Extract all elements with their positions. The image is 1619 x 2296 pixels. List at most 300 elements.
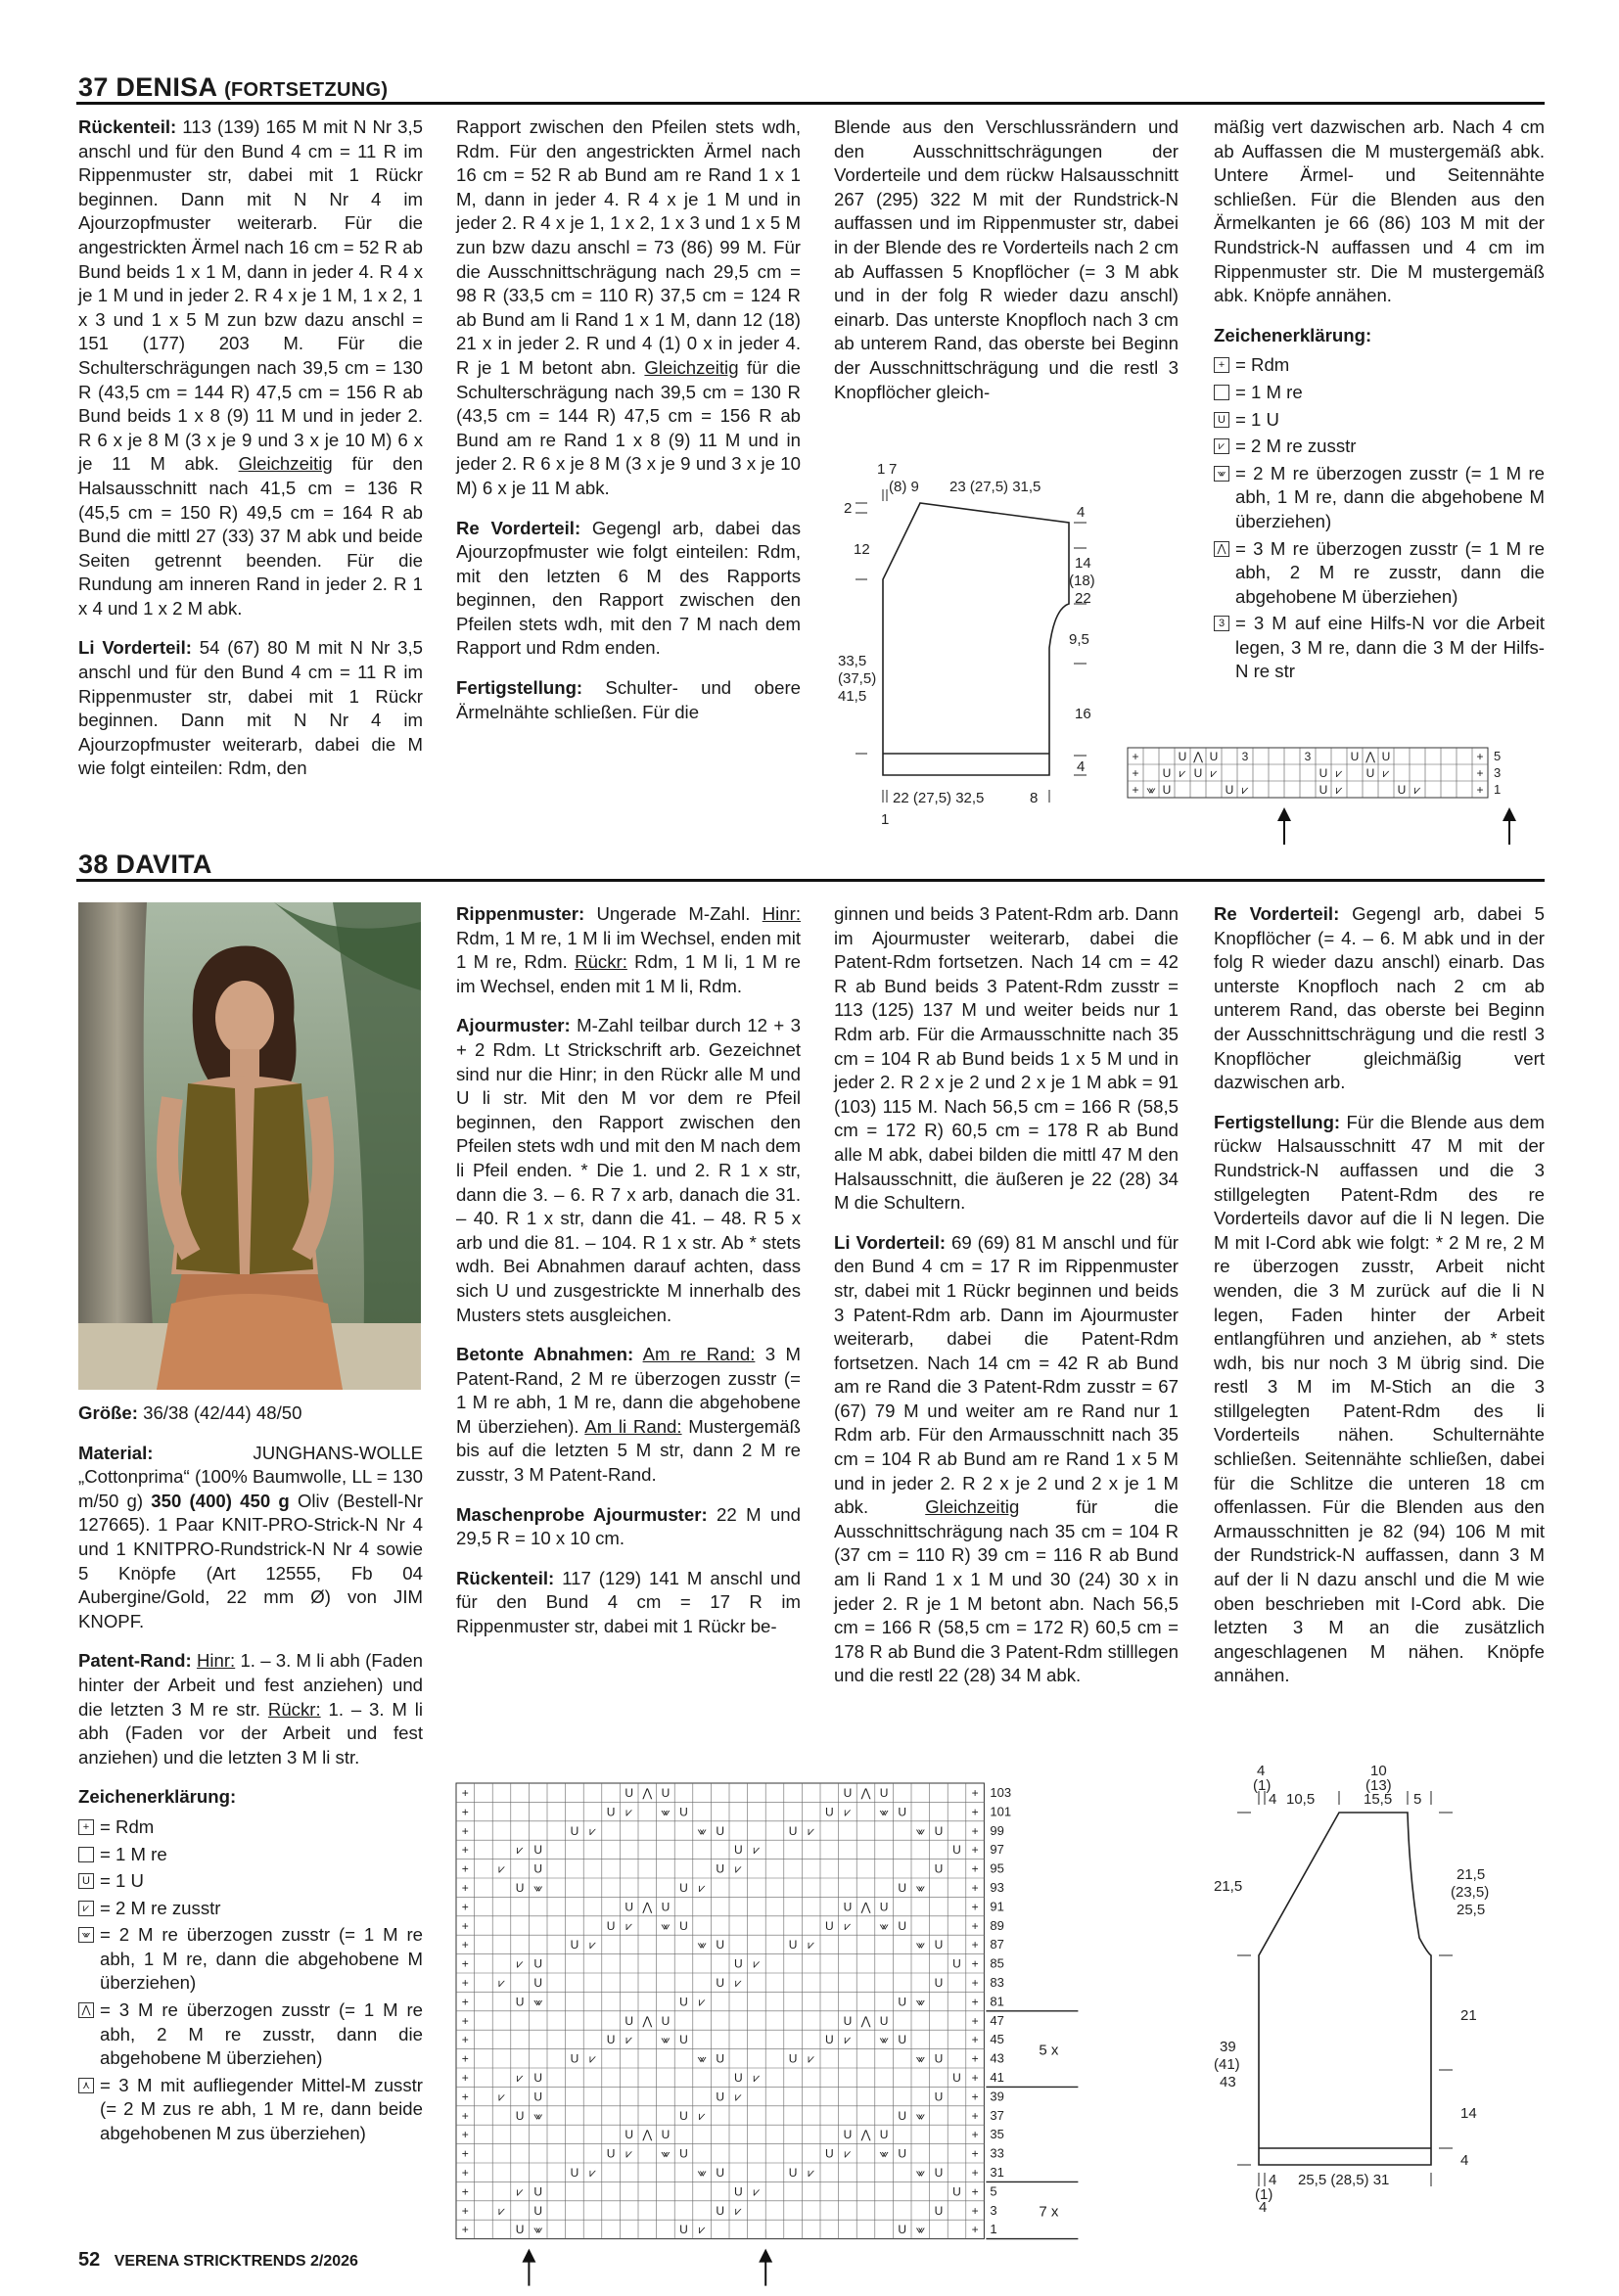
chart-row-label: 47: [990, 2012, 1004, 2028]
schematic-label: (1): [1253, 1777, 1272, 1794]
chart-symbol: ⩗: [698, 2223, 706, 2237]
chart-symbol: +: [971, 1938, 979, 1952]
legend-text: = 1 U: [1235, 408, 1279, 430]
chart-symbol: U: [898, 2223, 907, 2237]
magazine-title: VERENA STRICKTRENDS 2/2026: [114, 2253, 358, 2270]
schematic-label: 8: [1030, 790, 1039, 806]
chart-symbol: ⩖: [532, 1995, 543, 2009]
schematic-label: 33,5: [838, 653, 867, 669]
chart-symbol: U: [624, 2013, 634, 2028]
chart-symbol: U: [1397, 783, 1407, 797]
chart-symbol: U: [733, 1956, 743, 1971]
chart-symbol: U: [788, 2166, 798, 2180]
chart-symbol: ⩗: [734, 2089, 742, 2104]
arrow-head-icon: [759, 2249, 772, 2263]
schematic-label: 23 (27,5) 31,5: [949, 479, 1041, 495]
section-37-chart: [1128, 746, 1558, 851]
chart-symbol: U: [570, 1938, 579, 1952]
chart-symbol: ⩗: [753, 1956, 761, 1971]
chart-symbol: ⩗: [498, 2203, 505, 2218]
chart-symbol: +: [461, 1881, 469, 1895]
chart-symbol: ⋀: [642, 2128, 653, 2142]
chart-symbol: U: [1162, 783, 1172, 797]
legend-text: = 1 U: [100, 1870, 144, 1892]
schematic-label: 22 (27,5) 32,5: [893, 790, 985, 806]
chart-symbol: ⩗: [589, 2051, 596, 2066]
chart-symbol: U: [533, 2184, 543, 2199]
chart-symbol: +: [1476, 766, 1484, 780]
chart-symbol: +: [461, 2223, 469, 2237]
plus-icon: +: [78, 1819, 94, 1835]
section-37-legend-title: Zeichenerklärung:: [1214, 324, 1372, 345]
schematic-label: 22: [1075, 590, 1091, 607]
chart-symbol: U: [533, 2089, 543, 2104]
chart-symbol: U: [533, 2203, 543, 2218]
chart-symbol: U: [624, 1786, 634, 1800]
arrow-head-icon: [522, 2249, 535, 2263]
chart-row-label: 1: [990, 2222, 997, 2237]
chart-symbol: ⋀: [860, 2128, 871, 2142]
chart-symbol: +: [461, 1861, 469, 1876]
chart-symbol: U: [533, 1861, 543, 1876]
chart-row-label: 89: [990, 1917, 1004, 1933]
chart-symbol: ⩗: [625, 2033, 633, 2047]
chart-symbol: ⩖: [697, 1938, 707, 1952]
page-footer: [78, 2249, 358, 2272]
chart-symbol: ⩗: [808, 1938, 815, 1952]
chart-symbol: U: [624, 1900, 634, 1914]
schematic-label: 4: [1460, 2152, 1469, 2169]
chart-symbol: U: [716, 2166, 725, 2180]
sk2p-icon: ⋀: [1214, 541, 1229, 557]
chart-symbol: ⩖: [697, 2166, 707, 2180]
chart-symbol: U: [898, 1995, 907, 2009]
chart-symbol: U: [1365, 766, 1375, 780]
schematic-label: 4: [1269, 2172, 1277, 2188]
repeat-7x-label: 7 x: [1039, 2203, 1059, 2221]
chart-symbol: U: [843, 1900, 853, 1914]
chart-symbol: +: [971, 2184, 979, 2199]
legend-item: [78, 1998, 423, 2071]
legend-item: [78, 2074, 423, 2146]
section-37-legend: [1214, 353, 1545, 684]
chart-symbol: ⩖: [915, 2166, 926, 2180]
chart-symbol: ⩗: [753, 1843, 761, 1858]
section-37-column-3: Blende aus den Verschlussrändern und den Ausschnittschrägungen der Vorderteile und dem rückw Halsausschnitt 267 (295) 322 M mit der Rundstrick-N auffassen und im Rippenmuster str, dabei in der Blende des re Vorderteils nach 2 cm ab Auffassen 5 Knopflöcher (= 3 M abk und in der folg R wieder dazu anschl) einarb. Das unterste Knopfloch nach 3 cm ab unterem Rand, das oberste bei Beginn der Ausschnittschrägung und die restl 3 Knopflöcher gleich-: [834, 116, 1179, 402]
chart-symbol: +: [971, 1881, 979, 1895]
chart-symbol: +: [461, 2128, 469, 2142]
central-dd-icon: ⋏: [78, 2078, 94, 2093]
chart-symbol: U: [824, 1918, 834, 1933]
chart-symbol: U: [515, 1881, 525, 1895]
chart-symbol: +: [971, 1786, 979, 1800]
chart-symbol: U: [716, 2089, 725, 2104]
chart-symbol: ⩖: [915, 2223, 926, 2237]
section-38-column-2: Rippenmuster: Ungerade M-Zahl. Hinr: Rdm, 1 M re, 1 M li im Wechsel, enden mit 1 M re, Rdm. Rückr: Rdm, 1 M li, 1 M re im Wechsel, enden mit 1 M li, Rdm. Ajourmuster: M-Zahl teilbar durch 12 + 3 + 2 Rdm. Lt Strickschrift arb. Gezeichnet sind nur die Hinr; in den Rückr alle M und U li str. Mit den M vor dem re Pfeil beginnen, den Rapport zwischen den Pfeilen stets wdh und mit den M nach dem li Pfeil enden. * Die 1. und 2. R 1 x str, dann die 3. – 6. R 7 x arb, danach die 31. – 40. R 1 x str, dann die 41. – 48. R 5 x arb und die 81. – 104. R 1 x str. Ab * stets wdh. Bei Abnahmen darauf achten, dass sich U und zusgestrickte M innerhalb des Musters stets ausgleichen. Betonte Abnahmen: Am re Rand: 3 M Patent-Rand, 2 M re überzogen zusstr (= 1 M re abh, 1 M re, dann die abgehobene M überziehen). Am li Rand: Mustergemäß bis auf die letzten 5 M str, dann 2 M re zusstr, 3 M Patent-Rand. Maschenprobe Ajourmuster: 22 M und 29,5 R = 10 x 10 cm. Rückenteil: 117 (129) 141 M anschl und für den Bund 4 cm = 17 R im Rippenmuster str, dabei mit 1 Rückr be-: [456, 903, 802, 1637]
repeat-5x-label: 5 x: [1039, 2042, 1059, 2059]
section-38-legend-title: Zeichenerklärung:: [78, 1786, 237, 1808]
chart-symbol: ⩗: [1210, 766, 1218, 780]
chart-symbol: ⩖: [661, 2033, 671, 2047]
chart-symbol: U: [898, 1881, 907, 1895]
chart-symbol: ⩖: [697, 1823, 707, 1838]
chart-row-label: 103: [990, 1785, 1012, 1800]
chart-symbol: U: [716, 1938, 725, 1952]
schematic-label: 10,5: [1286, 1791, 1316, 1808]
chart-row-label: 31: [990, 2165, 1004, 2180]
chart-symbol: +: [971, 2146, 979, 2161]
legend-text: = 2 M re zusstr: [100, 1897, 221, 1918]
chart-symbol: ⩖: [532, 1881, 543, 1895]
schematic-label: (18): [1069, 573, 1095, 589]
chart-row-label: 87: [990, 1937, 1004, 1952]
schematic-label: 21,5: [1214, 1878, 1243, 1895]
schematic-label: 14: [1075, 555, 1091, 572]
chart-symbol: U: [570, 1823, 579, 1838]
chart-symbol: +: [971, 1995, 979, 2009]
legend-item: [1214, 435, 1545, 459]
chart-symbol: U: [606, 1918, 616, 1933]
chart-symbol: +: [1476, 783, 1484, 797]
chart-symbol: +: [971, 2223, 979, 2237]
chart-row-label: 3: [1494, 765, 1502, 780]
chart-symbol: ⩗: [734, 2203, 742, 2218]
legend-text: = 3 M mit aufliegender Mittel-M zusstr (= 2 M zus re abh, 1 M re, dann beide abgehobenen M zus überziehen): [100, 2074, 423, 2144]
schematic-label: 1: [877, 461, 886, 478]
chart-symbol: U: [515, 2108, 525, 2123]
chart-symbol: ⩗: [1335, 783, 1343, 797]
chart-symbol: ⋀: [1365, 750, 1375, 763]
section-38-rule: [76, 879, 1545, 882]
section-38-chart: [456, 1779, 1102, 2288]
schematic-label: 10: [1370, 1763, 1387, 1779]
chart-row-label: 33: [990, 2145, 1004, 2161]
chart-symbol: +: [971, 2128, 979, 2142]
chart-symbol: U: [733, 2071, 743, 2085]
chart-symbol: ⩗: [808, 2166, 815, 2180]
chart-row-label: 37: [990, 2107, 1004, 2123]
chart-symbol: ⩖: [915, 1938, 926, 1952]
chart-symbol: U: [606, 2146, 616, 2161]
chart-symbol: U: [570, 2051, 579, 2066]
legend-item: [78, 1897, 423, 1921]
chart-symbol: U: [533, 1976, 543, 1990]
schematic-label: 39: [1220, 2039, 1236, 2055]
chart-symbol: +: [461, 2203, 469, 2218]
schematic-label: 41,5: [838, 688, 867, 705]
chart-symbol: U: [679, 2108, 688, 2123]
chart-symbol: U: [679, 1881, 688, 1895]
chart-symbol: ⩗: [589, 1823, 596, 1838]
chart-symbol: ⩗: [589, 2166, 596, 2180]
chart-symbol: ⩗: [844, 1918, 852, 1933]
chart-symbol: U: [1318, 766, 1328, 780]
chart-symbol: U: [934, 1823, 944, 1838]
chart-symbol: ⩗: [1241, 783, 1249, 797]
schematic-label: 7: [889, 461, 898, 478]
chart-symbol: ⩗: [734, 1861, 742, 1876]
chart-symbol: ⩗: [516, 2071, 524, 2085]
chart-symbol: +: [971, 2013, 979, 2028]
chart-symbol: +: [461, 2108, 469, 2123]
chart-symbol: U: [716, 1823, 725, 1838]
chart-symbol: U: [952, 1843, 961, 1858]
page-number: 52: [78, 2249, 101, 2271]
chart-symbol: ⩖: [697, 2051, 707, 2066]
chart-symbol: U: [879, 2128, 889, 2142]
chart-row-label: 5: [1494, 749, 1502, 763]
chart-symbol: ⩖: [661, 1918, 671, 1933]
chart-symbol: +: [461, 1900, 469, 1914]
section-37-column-2: Rapport zwischen den Pfeilen stets wdh, Rdm. Für den angestrickten Ärmel nach 16 cm = 52 R ab Bund am re Rand 1 x 1 M, dann in jeder 4. R 4 x je 1 M und in jeder 2. R 4 x je 1, 1 x 2, 1 x 3 und 1 x 5 M zun bzw dazu anschl = 73 (86) 99 M. Für die Ausschnittschrägung nach 29,5 cm = 98 R (33,5 cm = 110 R) 37,5 cm = 124 R ab Bund am li Rand 1 x 1 M, dann 12 (18) 21 x in jeder 2. R und 4 (1) 0 x in jeder 4. R je 1 M betont abn. Gleichzeitig für die Schulterschrägung nach 39,5 cm = 130 R (43,5 cm = 144 R) 47,5 cm = 156 R ab Bund am re Rand 1 x 8 (9) 11 M und in jeder 2. R 6 x je 8 M (3 x je 9 und 3 x je 10 M) 6 x je 11 M abk. Re Vorderteil: Gegengl arb, dabei das Ajourzopfmuster wie folgt einteilen: Rdm, mit den letzten 6 M des Rapports beginnen, den Rapport zwischen den Pfeilen stets wdh, mit den 7 M nach dem Rapport und Rdm enden. Fertigstellung: Schulter- und obere Ärmelnähte schließen. Für die: [456, 116, 801, 722]
legend-text: = 3 M re überzogen zusstr (= 1 M re abh, 2 M re zusstr, dann die abgehobene M überziehen): [100, 1999, 423, 2069]
chart-symbol: U: [679, 2223, 688, 2237]
chart-symbol: +: [461, 2033, 469, 2047]
chart-symbol: ⩗: [498, 2089, 505, 2104]
schematic-label: 2: [844, 500, 853, 517]
chart-symbol: 3: [1241, 750, 1249, 763]
chart-symbol: +: [971, 2089, 979, 2104]
chart-symbol: U: [1209, 750, 1219, 763]
chart-symbol: +: [461, 1843, 469, 1858]
chart-symbol: U: [1350, 750, 1360, 763]
chart-symbol: ⩖: [532, 2108, 543, 2123]
chart-symbol: ⩖: [879, 1918, 889, 1933]
chart-symbol: U: [824, 2146, 834, 2161]
chart-symbol: ⩗: [498, 1861, 505, 1876]
legend-item: [78, 1923, 423, 1996]
chart-symbol: +: [971, 1976, 979, 1990]
chart-symbol: U: [898, 2033, 907, 2047]
chart-row-label: 85: [990, 1955, 1004, 1971]
chart-symbol: U: [788, 1823, 798, 1838]
legend-item: [1214, 381, 1545, 405]
chart-symbol: U: [934, 2089, 944, 2104]
chart-symbol: ⩗: [808, 1823, 815, 1838]
chart-row-label: 95: [990, 1860, 1004, 1876]
schematic-label: 9,5: [1069, 631, 1089, 648]
schematic-label: 12: [854, 541, 870, 558]
chart-symbol: ⋀: [642, 1900, 653, 1914]
chart-symbol: U: [716, 1861, 725, 1876]
legend-text: = 2 M re überzogen zusstr (= 1 M re abh, 1 M re, dann die abgehobene M überziehen): [1235, 462, 1545, 531]
chart-symbol: U: [679, 2033, 688, 2047]
chart-symbol: U: [898, 2108, 907, 2123]
model-photo: [78, 902, 421, 1390]
chart-row-label: 97: [990, 1842, 1004, 1858]
chart-symbol: U: [952, 1956, 961, 1971]
chart-symbol: +: [971, 1900, 979, 1914]
chart-row-label: 3: [990, 2202, 997, 2218]
legend-item: [78, 1843, 423, 1867]
chart-symbol: +: [971, 2108, 979, 2123]
section-37-column-1: Rückenteil: 113 (139) 165 M mit N Nr 3,5 anschl und für den Bund 4 cm = 11 R im Rippenmuster str, dabei mit 1 Rückr beginnen. Dann mit N Nr 4 im Ajourzopfmuster weiterarb. Für die angestrickten Ärmel nach 16 cm = 52 R ab Bund beids 1 x 1 M, dann in jeder 4. R 4 x je 1 M und in jeder 2. R 4 x je 1 M, 1 x 2, 1 x 3 und 1 x 5 M zun bzw dazu anschl = 151 (177) 203 M. Für die Schulterschrägungen nach 39,5 cm = 130 R (43,5 cm = 144 R) 47,5 cm = 156 R ab Bund beids 1 x 8 (9) 11 M und in jeder 2. R 6 x je 8 M (3 x je 9 und 3 x je 10 M) 6 x je 11 M abk. Gleichzeitig für den Halsausschnitt nach 41,5 cm = 136 R (45,5 cm = 150 R) 49,5 cm = 164 R ab Bund die mittl 27 (33) 37 M abk und beide Seiten getrennt beenden. Für die Rundung am inneren Rand in jeder 2. R 1 x 4 und 1 x 2 M abk. Li Vorderteil: 54 (67) 80 M mit N Nr 3,5 anschl und für den Bund 4 cm = 11 R im Rippenmuster str, dabei mit 1 Rückr beginnen. Dann mit N Nr 4 im Ajourzopfmuster weiterarb, dabei die M wie folgt einteilen: Rdm, den: [78, 116, 423, 779]
chart-symbol: ⩗: [1335, 766, 1343, 780]
section-37-column-4: mäßig vert dazwischen arb. Nach 4 cm ab Auffassen die M mustergemäß abk. Untere Ärmel- und Seitennähte schließen. Für die Blenden aus den Ärmelkanten je 66 (86) 103 M mit der Rundstrick-N auffassen und 4 cm im Rippenmuster str. Die M mustergemäß abk. Knöpfe annähen. Zeichenerklärung: + = Rdm = 1 M re U = 1 U ⩗ = 2 M re zusstr ⩖ = 2 M re überzogen zusstr (= 1 M re abh, 1 M re, dann die abgehobene M überziehen) ⋀ = 3 M re überzogen zusstr (= 1 M re abh, 2 M re zusstr, dann die abgehobene M überziehen) 3 = 3 M auf eine Hilfs-N vor die Arbeit legen, 3 M re, dann die 3 M der Hilfs-N re str: [1214, 115, 1545, 687]
chart-symbol: +: [461, 2071, 469, 2085]
chart-symbol: ⋀: [860, 1786, 871, 1800]
chart-symbol: U: [1381, 750, 1391, 763]
schematic-label: 14: [1460, 2105, 1477, 2122]
schematic-label: 1: [881, 811, 890, 828]
chart-symbol: U: [1318, 783, 1328, 797]
chart-symbol: +: [461, 2089, 469, 2104]
chart-symbol: +: [971, 1843, 979, 1858]
chart-symbol: ⩖: [915, 2108, 926, 2123]
chart-symbol: U: [1162, 766, 1172, 780]
chart-symbol: +: [1476, 750, 1484, 763]
chart-symbol: U: [788, 2051, 798, 2066]
chart-symbol: +: [461, 1823, 469, 1838]
chart-symbol: ⩖: [915, 1995, 926, 2009]
chart-symbol: U: [1193, 766, 1203, 780]
chart-symbol: U: [934, 2203, 944, 2218]
chart-symbol: +: [971, 1956, 979, 1971]
empty-box-icon: [1214, 385, 1229, 400]
schematic-label: 4: [1077, 758, 1086, 775]
section-38-column-1: Größe: 36/38 (42/44) 48/50 Material: JUNGHANS-WOLLE „Cottonprima“ (100% Baumwolle, LL = 130 m/50 g) 350 (400) 450 g Oliv (Bestell-Nr 127665). 1 Paar KNIT-PRO-Strick-N Nr 4 und 1 KNITPRO-Rundstrick-N Nr 4 sowie 5 Knöpfe (Art 12555, Fb 04 Aubergine/Gold, 22 mm Ø) von JIM KNOPF. Patent-Rand: Hinr: 1. – 3. M li abh (Faden hinter der Arbeit und fest anziehen) und die letzten 3 M re str. Rückr: 1. – 3. M li abh (Faden vor der Arbeit und fest anziehen) und die letzten 3 M li str. Zeichenerklärung: + = Rdm = 1 M re U = 1 U ⩗ = 2 M re zusstr ⩖ = 2 M re überzogen zusstr (= 1 M re abh, 1 M re, dann die abgehobene M überziehen) ⋀ = 3 M re überzogen zusstr (= 1 M re abh, 2 M re zusstr, dann die abgehobene M überziehen) ⋏ = 3 M mit aufliegender Mittel-M zusstr (= 2 M zus re abh, 1 M re, dann beide abgehobenen M zus überziehen): [78, 1401, 423, 2149]
chart-symbol: ⩗: [498, 1976, 505, 1990]
chart-symbol: +: [971, 2166, 979, 2180]
chart-symbol: +: [971, 2071, 979, 2085]
chart-symbol: U: [716, 1976, 725, 1990]
chart-symbol: ⩖: [879, 2146, 889, 2161]
chart-symbol: U: [879, 1786, 889, 1800]
schematic-label: 21,5: [1457, 1866, 1486, 1883]
chart-symbol: +: [461, 2184, 469, 2199]
chart-symbol: U: [606, 1805, 616, 1819]
schematic-label: (8) 9: [889, 479, 919, 495]
chart-symbol: ⩖: [879, 1805, 889, 1819]
chart-symbol: +: [971, 1918, 979, 1933]
chart-symbol: +: [461, 1918, 469, 1933]
chart-symbol: U: [606, 2033, 616, 2047]
schematic-label: 4: [1257, 1763, 1266, 1779]
chart-symbol: ⩖: [879, 2033, 889, 2047]
chart-symbol: ⩖: [915, 1881, 926, 1895]
legend-item: [1214, 408, 1545, 433]
legend-text: = Rdm: [1235, 354, 1290, 376]
chart-symbol: +: [461, 2051, 469, 2066]
chart-row-label: 39: [990, 2089, 1004, 2104]
chart-symbol: +: [461, 1805, 469, 1819]
chart-symbol: +: [1132, 750, 1139, 763]
legend-item: [1214, 462, 1545, 534]
chart-symbol: ⩖: [532, 2223, 543, 2237]
chart-row-label: 91: [990, 1899, 1004, 1914]
ssk-icon: ⩖: [78, 1927, 94, 1943]
chart-symbol: U: [788, 1938, 798, 1952]
chart-row-label: 35: [990, 2127, 1004, 2142]
legend-text: = 1 M re: [1235, 381, 1303, 402]
chart-symbol: U: [661, 1786, 671, 1800]
chart-symbol: U: [824, 2033, 834, 2047]
chart-symbol: U: [952, 2071, 961, 2085]
chart-symbol: U: [879, 2013, 889, 2028]
chart-symbol: +: [461, 1786, 469, 1800]
schematic-label: 4: [1259, 2199, 1268, 2216]
chart-symbol: U: [679, 2146, 688, 2161]
chart-symbol: U: [843, 2128, 853, 2142]
schematic-label: (41): [1214, 2056, 1240, 2073]
chart-symbol: U: [952, 2184, 961, 2199]
chart-symbol: ⩗: [753, 2071, 761, 2085]
section-38-column-3: ginnen und beids 3 Patent-Rdm arb. Dann im Ajourmuster weiterarb, dabei die Patent-Rdm fortsetzen. Nach 14 cm = 42 R ab Bund beids 3 Patent-Rdm zusstr = 113 (125) 137 M und weiter beids nur 1 Rdm arb. Für die Armausschnitte nach 35 cm = 104 R ab Bund beids 1 x 5 M und in jeder 2. R 2 x je 2 und 2 x je 1 M abk = 91 (103) 115 M. Nach 56,5 cm = 166 R (58,5 cm = 172 R) 60,5 cm = 178 R ab Bund alle M abk, dabei bilden die mittl 47 M den Halsausschnitt, die äußeren je 22 (28) 34 M die Schultern. Li Vorderteil: 69 (69) 81 M anschl und für den Bund 4 cm = 17 R im Rippenmuster str, dabei mit 1 Rückr beginnen und beids 3 Patent-Rdm arb. Dann im Ajourmuster weiterarb, dabei die Patent-Rdm fortsetzen. Nach 14 cm = 42 R ab Bund am re Rand die 3 Patent-Rdm zusstr = 67 (67) 79 M und weiter am re Rand nur 1 Rdm arb. Für den Armausschnitt nach 35 cm = 104 R ab Bund am re Rand 1 x 5 M und in jeder 2. R 2 x je 2 und 2 x je 1 M abk. Gleichzeitig für die Ausschnittschrägung nach 35 cm = 104 R (37 cm = 110 R) 39 cm = 116 R ab Bund am li Rand 1 x 1 M und 30 (24) 30 x in jeder 2. R je 1 M betont abn. Nach 56,5 cm = 166 R (58,5 cm = 172 R) 60,5 cm = 178 R ab Bund die 3 Patent-Rdm stilllegen und die restl 22 (28) 34 M abk.: [834, 903, 1180, 1686]
schematic-label: (37,5): [838, 670, 877, 687]
legend-text: = 2 M re zusstr: [1235, 436, 1357, 457]
u-icon: U: [78, 1873, 94, 1889]
chart-row-label: 99: [990, 1822, 1004, 1838]
chart-symbol: ⩖: [661, 1805, 671, 1819]
schematic-label: 16: [1075, 706, 1091, 722]
legend-text: = 3 M re überzogen zusstr (= 1 M re abh, 2 M re zusstr, dann die abgehobene M überziehen): [1235, 537, 1545, 607]
chart-symbol: U: [843, 2013, 853, 2028]
schematic-label: 43: [1220, 2074, 1236, 2090]
chart-row-label: 1: [1494, 782, 1502, 797]
chart-symbol: ⋀: [642, 2013, 653, 2028]
schematic-label: (1): [1255, 2186, 1273, 2203]
schematic-label: 21: [1460, 2007, 1477, 2024]
sk2p-icon: ⋀: [78, 2002, 94, 2018]
chart-symbol: U: [661, 1900, 671, 1914]
section-38-column-4: Re Vorderteil: Gegengl arb, dabei 5 Knopflöcher (= 4. – 6. M abk und in der folg R wieder dazu anschl) einarb. Das unterste Knopfloch nach 2 cm ab unterem Rand, das oberste bei Beginn der Ausschnittschrägung und die restl 3 Knopflöcher gleichmäßig vert dazwischen arb. Fertigstellung: Für die Blende aus dem rückw Halsausschnitt 47 M mit der Rundstrick-N auffassen und die 3 stillgelegten Patent-Rdm des re Vorderteils davor auf die li N legen. Die M mit I-Cord abk wie folgt: * 2 M re, 2 M re überzogen zusstr, Arbeit nicht wenden, die 3 M zurück auf die li N legen, Faden hinter der Arbeit entlangführen und anziehen, ab * stets wdh, bis nur noch 3 M übrig sind. Die restl 3 M im M-Stich an die 3 stillgelegten Patent-Rdm des li Vorderteils nähen. Schulternähte schließen. Seitennähte schließen, dabei für die Schlitze die unteren 18 cm offenlassen. Für die Blenden aus den Armausschnitten je 82 (94) 106 M mit der Rundstrick-N auffassen, dann 3 M auf der li N dazu anschl und die M wie oben beschrieben mit I-Cord abk. Die letzten 3 M an die zusätzlich angeschlagenen M nähen. Knöpfe annähen.: [1214, 903, 1545, 1686]
chart-symbol: U: [843, 1786, 853, 1800]
chart-symbol: +: [461, 1938, 469, 1952]
legend-item: [1214, 353, 1545, 378]
chart-symbol: +: [1132, 783, 1139, 797]
chart-symbol: ⩖: [1146, 783, 1156, 797]
u-icon: U: [1214, 412, 1229, 428]
chart-symbol: ⩗: [625, 1918, 633, 1933]
chart-symbol: U: [879, 1900, 889, 1914]
schematic-label: (23,5): [1451, 1884, 1490, 1901]
schematic-label: 4: [1077, 504, 1086, 521]
section-38-title: 38 DAVITA: [78, 850, 212, 879]
legend-item: [78, 1815, 423, 1840]
chart-symbol: U: [533, 1843, 543, 1858]
chart-symbol: U: [934, 1938, 944, 1952]
section-38-legend: [78, 1815, 423, 2146]
empty-box-icon: [78, 1847, 94, 1862]
chart-symbol: ⩗: [1179, 766, 1186, 780]
photo-illustration: [78, 902, 421, 1390]
ssk-icon: ⩖: [1214, 466, 1229, 482]
chart-symbol: U: [716, 2051, 725, 2066]
legend-text: = Rdm: [100, 1815, 155, 1837]
chart-symbol: +: [971, 1823, 979, 1838]
chart-symbol: ⩗: [698, 2108, 706, 2123]
chart-symbol: +: [461, 1956, 469, 1971]
section-37-schematic: [834, 452, 1095, 834]
arrow-head-icon: [1503, 807, 1516, 821]
chart-symbol: ⩗: [734, 1976, 742, 1990]
chart-symbol: U: [1178, 750, 1187, 763]
arrow-head-icon: [1277, 807, 1291, 821]
chart-symbol: U: [661, 2013, 671, 2028]
chart-symbol: U: [934, 2051, 944, 2066]
chart-symbol: U: [533, 2071, 543, 2085]
legend-item: [78, 1869, 423, 1894]
chart-symbol: U: [570, 2166, 579, 2180]
chart-symbol: +: [461, 1995, 469, 2009]
chart-symbol: U: [1225, 783, 1234, 797]
chart-symbol: U: [898, 2146, 907, 2161]
schematic-label: 15,5: [1364, 1791, 1393, 1808]
schematic-label: 25,5 (28,5) 31: [1298, 2172, 1390, 2188]
chart-symbol: U: [898, 1918, 907, 1933]
chart-row-label: 5: [990, 2183, 997, 2199]
chart-symbol: ⩗: [516, 2184, 524, 2199]
